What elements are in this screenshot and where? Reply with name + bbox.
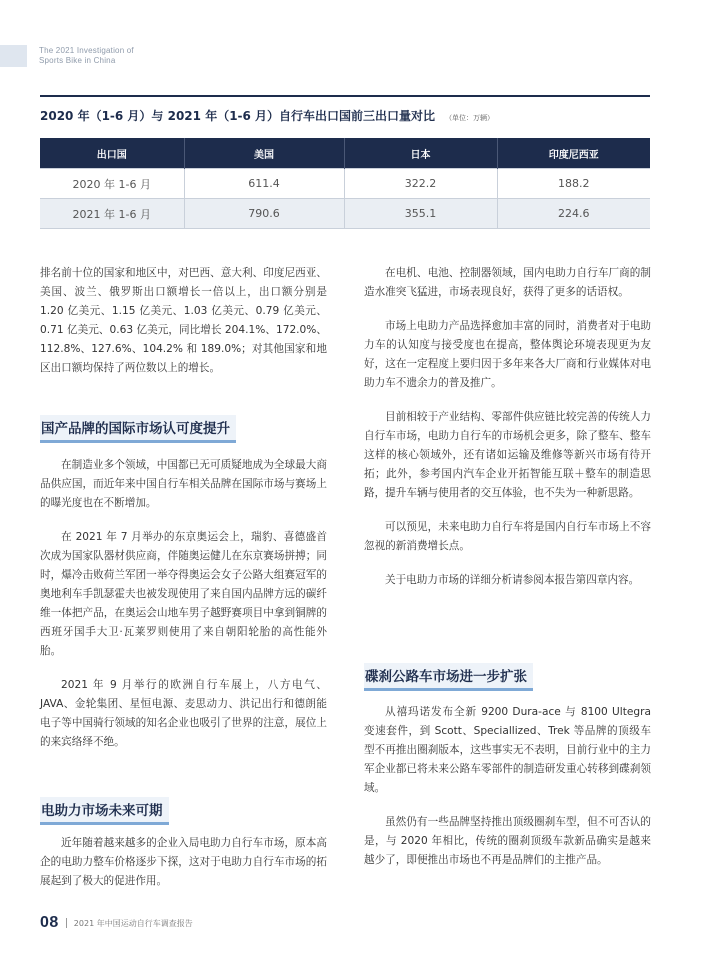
table-cell: 2021 年 1-6 月 (40, 199, 184, 229)
table-header-row (40, 138, 650, 169)
table-cell: 355.1 (344, 199, 497, 229)
table-unit: （单位：万辆） (445, 114, 495, 122)
table-cell: 322.2 (344, 169, 497, 199)
page-number: 08 (40, 914, 59, 931)
paragraph: 市场上电助力产品选择愈加丰富的同时，消费者对于电助力车的认知度与接受度也在提高，整体舆论环境表现更为友好，这在一定程度上要归因于多年来各大厂商和行业媒体对电助力车不遗余力的普及推广。 (364, 320, 651, 389)
table-cell: 224.6 (497, 199, 650, 229)
right-section-2 (364, 703, 651, 870)
corner-tab (0, 45, 27, 67)
section-heading-e-assist: 电助力市场未来可期 (40, 797, 169, 825)
footer-title: 2021 年中国运动自行车调查报告 (73, 918, 193, 928)
table-row (40, 169, 650, 199)
table-cell: 2020 年 1-6 月 (40, 169, 184, 199)
paragraph: 在制造业多个领域，中国都已无可质疑地成为全球最大商品供应国，而近年来中国自行车相关品牌在国际市场与赛场上的曝光度也在不断增加。 (40, 459, 327, 509)
table-cell: 611.4 (184, 169, 344, 199)
paragraph: 虽然仍有一些品牌坚持推出顶级圈刹车型，但不可否认的是，与 2020 年相比，传统的圈刹顶级车款新品确实是越来越少了，即便推出市场也不再是品牌们的主推产品。 (364, 816, 651, 866)
footer-divider (66, 918, 67, 928)
page-footer (40, 914, 193, 932)
paragraph: 关于电助力市场的详细分析请参阅本报告第四章内容。 (385, 574, 640, 586)
paragraph: 可以预见，未来电助力自行车将是国内自行车市场上不容忽视的新消费增长点。 (364, 521, 651, 552)
header-line-1: The 2021 Investigation of (39, 46, 134, 55)
paragraph: 从禧玛诺发布全新 9200 Dura-ace 与 8100 Ultegra 变速套件，到 Scott、Speciallized、Trek 等品牌的顶级车型不再推出圈刹版本，这些事实无不表明，目前行业中的主力军企业都已将未来公路车零部件的制造研发重心转移到碟刹领域。 (364, 706, 651, 794)
running-header (39, 46, 134, 66)
left-section-2 (40, 834, 327, 891)
table-cell: 188.2 (497, 169, 650, 199)
header-line-2: Sports Bike in China (39, 56, 116, 65)
table-header-cell: 出口国 (40, 138, 184, 169)
table-title (40, 107, 494, 124)
section-heading-brand-recognition: 国产品牌的国际市场认可度提升 (40, 415, 236, 443)
paragraph: 目前相较于产业结构、零部件供应链比较完善的传统人力自行车市场，电助力自行车的市场机会更多，除了整车、整车这样的核心领域外，还有诸如运输及维修等新兴市场有待开拓；此外，参考国内汽车企业开拓智能互联＋整车的制造思路，提升车辆与使用者的交互体验，也不失为一种新思路。 (364, 411, 651, 499)
table-header-cell: 印度尼西亚 (497, 138, 650, 169)
table-cell: 790.6 (184, 199, 344, 229)
table-title-text: 2020 年（1-6 月）与 2021 年（1-6 月）自行车出口国前三出口量对比 (40, 109, 436, 123)
paragraph: 排名前十位的国家和地区中，对巴西、意大利、印度尼西亚、美国、波兰、俄罗斯出口额增长一倍以上，出口额分别是 1.20 亿美元、1.15 亿美元、1.03 亿美元、0.79 亿美元、0.71 亿美元、0.63 亿美元，同比增长 204.1%、172.0%、112.8%、127.6%、104.2% 和 189.0%；对其他国家和地区出口额均保持了两位数以上的增长。 (40, 267, 327, 374)
right-section-1 (364, 264, 651, 590)
paragraph: 在 2021 年 7 月举办的东京奥运会上，瑞豹、喜德盛首次成为国家队器材供应商，伴随奥运健儿在东京赛场拼搏；同时，爆冷击败荷兰军团一举夺得奥运会女子公路大组赛冠军的奥地利车手凯瑟霍夫也被发现使用了来自国内品牌方远的碳纤维一体把产品，在奥运会山地车男子越野赛项目中拿到铜牌的西班牙国手大卫·瓦莱罗则使用了来自朝阳轮胎的高性能外胎。 (40, 531, 327, 657)
section-heading-disc-brake: 碟刹公路车市场进一步扩张 (364, 663, 533, 691)
table-header-cell: 日本 (344, 138, 497, 169)
left-intro (40, 264, 327, 378)
paragraph: 近年随着越来越多的企业入局电助力自行车市场，原本高企的电助力整车价格逐步下探，这对于电助力自行车市场的拓展起到了极大的促进作用。 (40, 837, 327, 887)
paragraph: 2021 年 9 月举行的欧洲自行车展上，八方电气、JAVA、金轮集团、星恒电源、麦思动力、洪记出行和德朗能电子等中国骑行领域的知名企业也吸引了世界的注意，展位上的来宾络绎不绝。 (40, 679, 327, 748)
left-section-1 (40, 456, 327, 752)
paragraph: 在电机、电池、控制器领域，国内电助力自行车厂商的制造水准突飞猛进，市场表现良好，获得了更多的话语权。 (364, 267, 651, 298)
export-table (40, 138, 650, 229)
table-top-rule (40, 95, 650, 97)
table-row (40, 199, 650, 229)
table-header-cell: 美国 (184, 138, 344, 169)
